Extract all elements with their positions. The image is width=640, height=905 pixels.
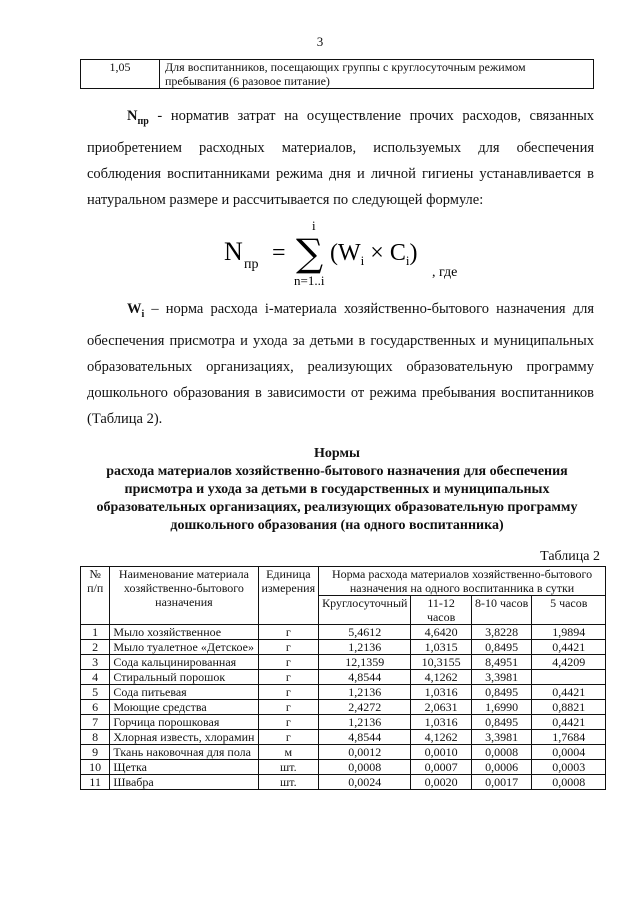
unit-cell: г xyxy=(258,700,319,715)
paragraph-text: – норма расхода i-материала хозяйственно-бытового назначения для обеспечения присмотра и ухода за детьми в государственных и муниципальных образовательных организациях, реализующих образовательную программу дошкольного образования в зависимости от режима пребывания воспитанников (Таблица 2). xyxy=(87,301,594,427)
value-8-10-hours: 0,8495 xyxy=(471,640,532,655)
page-number: 3 xyxy=(316,34,324,49)
value-8-10-hours: 0,0017 xyxy=(471,775,532,790)
row-number: 10 xyxy=(81,760,110,775)
value-round-the-clock: 0,0012 xyxy=(319,745,411,760)
value-5-hours: 0,0003 xyxy=(532,760,606,775)
value-round-the-clock: 5,4612 xyxy=(319,625,411,640)
unit-cell: г xyxy=(258,685,319,700)
unit-cell: г xyxy=(258,670,319,685)
value-round-the-clock: 0,0008 xyxy=(319,760,411,775)
table-row xyxy=(81,760,606,775)
table-heading xyxy=(80,445,594,535)
symbol-n: $N_{пр}$ xyxy=(127,108,149,127)
row-number: 7 xyxy=(81,715,110,730)
value-11-12-hours: 1,0315 xyxy=(411,640,471,655)
formula-eq: = xyxy=(272,240,286,266)
value-5-hours: 0,0004 xyxy=(532,745,606,760)
value-11-12-hours: 4,6420 xyxy=(411,625,471,640)
table-row xyxy=(81,670,606,685)
material-name: Хлорная известь, хлорамин xyxy=(110,730,258,745)
formula-lhs-sub: пр xyxy=(244,257,259,272)
header-no: № п/п xyxy=(81,567,110,625)
formula-lhs: N xyxy=(224,237,243,266)
paragraph-nprochie xyxy=(87,103,594,213)
value-round-the-clock: 4,8544 xyxy=(319,670,411,685)
table-row xyxy=(81,685,606,700)
material-name: Сода питьевая xyxy=(110,685,258,700)
sum-upper-limit: i xyxy=(312,218,316,233)
value-5-hours: 0,4421 xyxy=(532,715,606,730)
material-name: Горчица порошковая xyxy=(110,715,258,730)
value-5-hours: 0,4421 xyxy=(532,685,606,700)
unit-cell: шт. xyxy=(258,775,319,790)
value-5-hours xyxy=(532,670,606,685)
value-round-the-clock: 2,4272 xyxy=(319,700,411,715)
row-number: 5 xyxy=(81,685,110,700)
material-name: Ткань наковочная для пола xyxy=(110,745,258,760)
value-5-hours: 0,0008 xyxy=(532,775,606,790)
paragraph-wi xyxy=(87,296,594,432)
header-11-12-hours: 11-12 часов xyxy=(411,596,471,625)
value-11-12-hours: 0,0010 xyxy=(411,745,471,760)
value-8-10-hours: 0,0006 xyxy=(471,760,532,775)
value-11-12-hours: 4,1262 xyxy=(411,730,471,745)
header-5-hours: 5 часов xyxy=(532,596,606,625)
sum-lower-limit: n=1..i xyxy=(294,273,325,288)
value-11-12-hours: 2,0631 xyxy=(411,700,471,715)
symbol-w: $W_i$ xyxy=(127,301,145,320)
sigma-icon: ∑ xyxy=(296,231,324,275)
value-8-10-hours: 1,6990 xyxy=(471,700,532,715)
value-8-10-hours: 0,8495 xyxy=(471,715,532,730)
row-number: 6 xyxy=(81,700,110,715)
value-8-10-hours: 3,3981 xyxy=(471,670,532,685)
coefficient-cell: 1,05 xyxy=(81,60,160,89)
material-name: Швабра xyxy=(110,775,258,790)
row-number: 3 xyxy=(81,655,110,670)
header-norm: Норма расхода материалов хозяйственно-бытового назначения на одного воспитанника в сутки xyxy=(319,567,606,596)
row-number: 11 xyxy=(81,775,110,790)
header-round-the-clock: Круглосуточный xyxy=(319,596,411,625)
description-cell: Для воспитанников, посещающих группы с круглосуточным режимом пребывания (6 разовое питание) xyxy=(160,60,594,89)
table-row xyxy=(81,640,606,655)
value-5-hours: 0,4421 xyxy=(532,640,606,655)
unit-cell: м xyxy=(258,745,319,760)
material-name: Сода кальцинированная xyxy=(110,655,258,670)
value-8-10-hours: 0,0008 xyxy=(471,745,532,760)
unit-cell: г xyxy=(258,655,319,670)
value-round-the-clock: 0,0024 xyxy=(319,775,411,790)
table-header-row xyxy=(81,567,606,596)
table-row xyxy=(81,700,606,715)
table-row xyxy=(81,775,606,790)
table-row xyxy=(81,60,594,89)
table-row xyxy=(81,625,606,640)
material-name: Мыло туалетное «Детское» xyxy=(110,640,258,655)
value-round-the-clock: 1,2136 xyxy=(319,685,411,700)
value-5-hours: 1,9894 xyxy=(532,625,606,640)
material-name: Стиральный порошок xyxy=(110,670,258,685)
material-name: Щетка xyxy=(110,760,258,775)
value-11-12-hours: 0,0007 xyxy=(411,760,471,775)
header-unit: Единица измерения xyxy=(258,567,319,625)
value-8-10-hours: 3,3981 xyxy=(471,730,532,745)
unit-cell: г xyxy=(258,730,319,745)
formula-body: $(W_i \times C_i)$ xyxy=(330,240,418,268)
value-round-the-clock: 12,1359 xyxy=(319,655,411,670)
header-8-10-hours: 8-10 часов xyxy=(471,596,532,625)
unit-cell: шт. xyxy=(258,760,319,775)
row-number: 1 xyxy=(81,625,110,640)
value-round-the-clock: 1,2136 xyxy=(319,640,411,655)
value-11-12-hours: 0,0020 xyxy=(411,775,471,790)
value-8-10-hours: 8,4951 xyxy=(471,655,532,670)
table-row xyxy=(81,715,606,730)
value-5-hours: 4,4209 xyxy=(532,655,606,670)
table-row xyxy=(81,745,606,760)
row-number: 9 xyxy=(81,745,110,760)
unit-cell: г xyxy=(258,640,319,655)
formula xyxy=(222,218,492,288)
paragraph-text: - норматив затрат на осуществление прочих расходов, связанных приобретением расходных материалов, используемых для обеспечения соблюдения воспитанниками режима дня и личной гигиены устанавливается в натуральном размере и рассчитывается по следующей формуле: xyxy=(87,108,594,208)
norms-table xyxy=(80,566,606,790)
header-name: Наименование материала хозяйственно-бытового назначения xyxy=(110,567,258,625)
value-8-10-hours: 3,8228 xyxy=(471,625,532,640)
value-11-12-hours: 4,1262 xyxy=(411,670,471,685)
value-11-12-hours: 1,0316 xyxy=(411,715,471,730)
continuation-table xyxy=(80,59,594,89)
row-number: 2 xyxy=(81,640,110,655)
table-label: Таблица 2 xyxy=(540,549,600,564)
table-row xyxy=(81,655,606,670)
unit-cell: г xyxy=(258,625,319,640)
row-number: 8 xyxy=(81,730,110,745)
heading-subtitle: расхода материалов хозяйственно-бытового назначения для обеспечения присмотра и ухода за детьми в государственных и муниципальных образовательных организациях, реализующих образовательную программу дошкольного образования (на одного воспитанника) xyxy=(96,464,578,533)
value-11-12-hours: 1,0316 xyxy=(411,685,471,700)
formula-suffix: , где xyxy=(432,265,458,280)
value-round-the-clock: 1,2136 xyxy=(319,715,411,730)
value-5-hours: 1,7684 xyxy=(532,730,606,745)
value-11-12-hours: 10,3155 xyxy=(411,655,471,670)
material-name: Мыло хозяйственное xyxy=(110,625,258,640)
table-row xyxy=(81,730,606,745)
material-name: Моющие средства xyxy=(110,700,258,715)
value-5-hours: 0,8821 xyxy=(532,700,606,715)
heading-title: Нормы xyxy=(314,446,360,461)
value-8-10-hours: 0,8495 xyxy=(471,685,532,700)
row-number: 4 xyxy=(81,670,110,685)
unit-cell: г xyxy=(258,715,319,730)
value-round-the-clock: 4,8544 xyxy=(319,730,411,745)
